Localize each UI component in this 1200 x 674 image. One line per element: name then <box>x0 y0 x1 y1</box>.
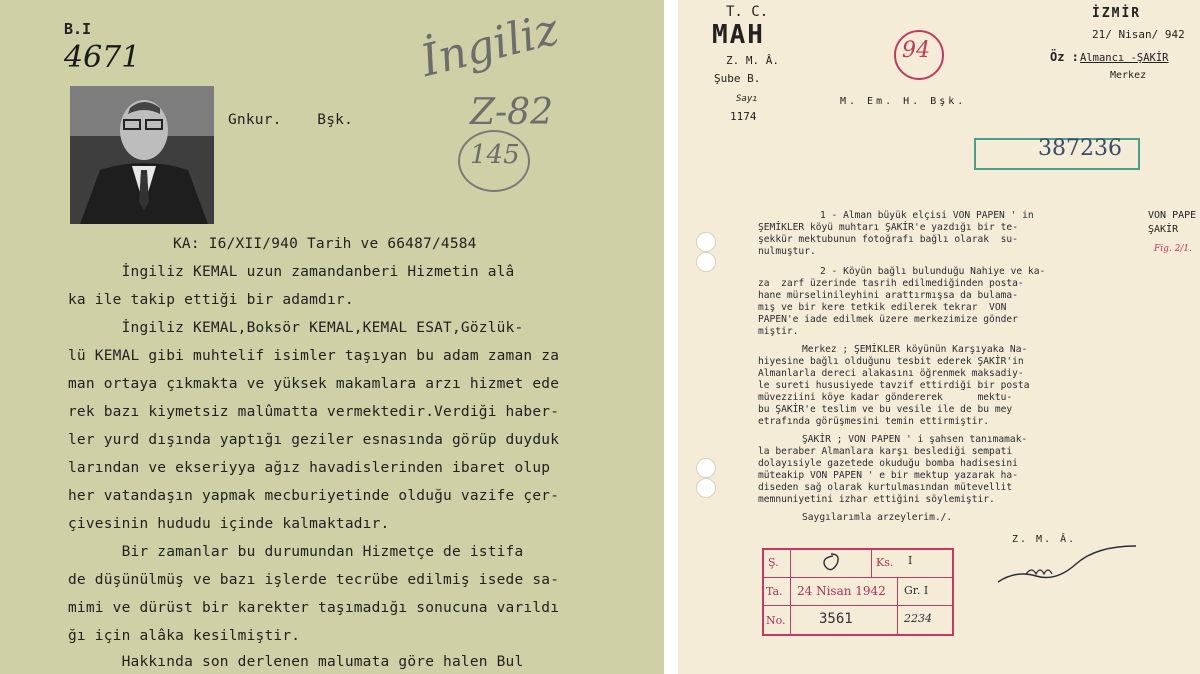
stamp-initial-scribble <box>791 550 871 577</box>
body-line: mış ve bir kere tetkik edilerek tekrar VON <box>758 302 1007 313</box>
header-line: Gnkur. Bşk. <box>228 112 354 128</box>
city-label: İZMİR <box>1092 6 1142 21</box>
body-line: şekkür mektubunun fotoğrafı bağlı olarak su- <box>758 234 1018 245</box>
punch-hole <box>696 232 716 252</box>
stamp-ta-label: Ta. <box>766 585 783 598</box>
body-line: çivesinin hududu içinde kalmaktadır. <box>68 516 390 532</box>
stamp-gr-cell <box>898 578 952 606</box>
stamp-no-cell <box>764 606 791 634</box>
stamp-date-cell <box>791 578 898 606</box>
body-line: larından ve ekseriyya ağız havadislerinden ibaret olup <box>68 460 551 476</box>
body-line: ler yurd dışında yaptığı geziler esnasında görüp duyduk <box>68 432 560 448</box>
body-line: miştir. <box>758 326 799 337</box>
margin-note-line: VON PAPE <box>1148 210 1197 221</box>
body-line: mimi ve dürüst bir karekter taşımadığı sonucuna varıldı <box>68 600 560 616</box>
merkez-label: Merkez <box>1110 70 1147 81</box>
body-line: KA: I6/XII/940 Tarih ve 66487/4584 <box>173 236 477 252</box>
man-portrait-image <box>70 86 214 224</box>
stamp-ta-cell <box>764 578 791 606</box>
body-line: de düşünülmüş ve bazı işlerde tecrübe edilmiş isede sa- <box>68 572 560 588</box>
body-line: nulmuştur. <box>758 246 816 257</box>
oz-value: Almancı -ŞAKİR <box>1080 52 1169 64</box>
body-line: 1 - Alman büyük elçisi VON PAPEN ' in <box>820 210 1034 221</box>
body-line: İngiliz KEMAL uzun zamandanberi Hizmetin alâ <box>68 264 515 280</box>
body-line: müvezziini köye kadar göndererek mektu- <box>758 392 1013 403</box>
handwritten-title: İngiliz <box>415 3 564 88</box>
stamp-ks-value: I <box>908 554 913 567</box>
tc-header: T. C. <box>726 4 769 20</box>
registry-number: 387236 <box>1038 136 1122 161</box>
body-line: ğı için alâka kesilmiştir. <box>68 628 301 644</box>
body-line: Merkez ; ŞEMİKLER köyünün Karşıyaka Na- <box>802 344 1028 355</box>
body-line: diseden sağ olarak kurtulmasından mütevellit <box>758 482 1013 493</box>
stamp-number-value: 3561 <box>819 611 853 627</box>
reference-number: 4671 <box>64 40 141 75</box>
body-line: hane mürselinileyhini arattırmışsa da bulama- <box>758 290 1018 301</box>
body-line: memnuniyetini izhar ettiğini söylemiştir. <box>758 494 995 505</box>
body-line: ŞAKİR ; VON PAPEN ' i şahsen tanımamak- <box>802 434 1028 445</box>
closing-line: Saygılarımla arzeylerim./. <box>802 512 953 523</box>
body-line: ŞEMİKLER köyü muhtarı ŞAKİR'e yazdığı bir te- <box>758 222 1018 233</box>
body-line: Hakkında son derlenen malumata göre halen Bul <box>68 654 524 670</box>
punch-hole <box>696 252 716 272</box>
body-line: PAPEN'e iade edilmek üzere merkezimize gönder <box>758 314 1018 325</box>
registry-stamp <box>762 548 954 636</box>
signature-scribble <box>996 540 1140 590</box>
body-line: rek bazı kiymetsiz malûmatta vermektedir.Verdiği haber- <box>68 404 560 420</box>
stamp-ks-cell <box>872 550 952 578</box>
margin-note-line: ŞAKİR <box>1148 224 1179 235</box>
oz-label: Öz : <box>1050 50 1079 64</box>
margin-note-red: Fig. 2/1. <box>1154 244 1192 254</box>
body-line: dolayısiyle gazetede okuduğu bomba hadisesini <box>758 458 1018 469</box>
body-line: ka ile takip ettiği bir adamdır. <box>68 292 354 308</box>
punch-hole <box>696 478 716 498</box>
body-line: Almanlarla dereci alakasını öğrenmek maksadiy- <box>758 368 1024 379</box>
body-line: her vatandaşın yapmak mecburiyetinde olduğu vazife çer- <box>68 488 560 504</box>
portrait-photo <box>70 86 214 224</box>
stamp-no-label: No. <box>766 614 786 627</box>
date-label: 21/ Nisan/ 942 <box>1092 28 1185 41</box>
stamp-number-cell <box>791 606 898 634</box>
addressee: M. Em. H. Bşk. <box>840 96 967 107</box>
body-line: Bir zamanlar bu durumundan Hizmetçe de istifa <box>68 544 524 560</box>
body-line: 2 - Köyün bağlı bulunduğu Nahiye ve ka- <box>820 266 1046 277</box>
handwritten-code: Z-82 <box>470 92 553 133</box>
stamp-s-cell <box>764 550 791 578</box>
stamp-ks-label: Ks. <box>876 556 894 569</box>
right-document-page <box>678 0 1200 674</box>
punch-hole <box>696 458 716 478</box>
body-line: bu ŞAKİR'e teslim ve bu vesile ile de bu mey <box>758 404 1013 415</box>
body-line: za zarf üzerinde tasrih edilmediğinden posta- <box>758 278 1024 289</box>
stamp-mark-cell <box>791 550 872 578</box>
sayi-label: Sayı <box>736 94 758 104</box>
stamp-extra-cell <box>898 606 952 634</box>
circled-red-number: 94 <box>902 38 930 63</box>
zma-header: Z. M. Â. <box>726 54 779 67</box>
circled-number: 145 <box>470 140 520 170</box>
sube-label: Şube B. <box>714 72 761 85</box>
body-line: müteakip VON PAPEN ' e bir mektup yazarak ha- <box>758 470 1018 481</box>
body-line: man ortaya çıkmakta ve yüksek makamlara arzı hizmet ede <box>68 376 560 392</box>
body-line: etrafında görüşmesini temin ettirmiştir. <box>758 416 990 427</box>
sayi-number: 1174 <box>730 110 757 123</box>
body-line: la beraber Almanlara karşı beslediği sempati <box>758 446 1013 457</box>
stamp-s-label: Ş. <box>768 556 779 569</box>
stamp-date-value: 24 Nisan 1942 <box>797 584 886 598</box>
body-line: hiyesine bağlı olduğunu tesbit ederek ŞAKİR'in <box>758 356 1024 367</box>
body-line: İngiliz KEMAL,Boksör KEMAL,KEMAL ESAT,Gözlük- <box>68 320 524 336</box>
stamp-gr-value: Gr. I <box>904 584 929 597</box>
body-line: lü KEMAL gibi muhtelif isimler taşıyan bu adam zaman za <box>68 348 560 364</box>
mah-header: MAH <box>712 20 765 50</box>
body-line: le sureti hususiyede tavzif ettirdiği bir posta <box>758 380 1030 391</box>
stamp-extra-value: 2234 <box>904 612 932 625</box>
signature-block: Z. M. Â. <box>1012 534 1077 545</box>
reference-code: B.I <box>64 20 92 38</box>
